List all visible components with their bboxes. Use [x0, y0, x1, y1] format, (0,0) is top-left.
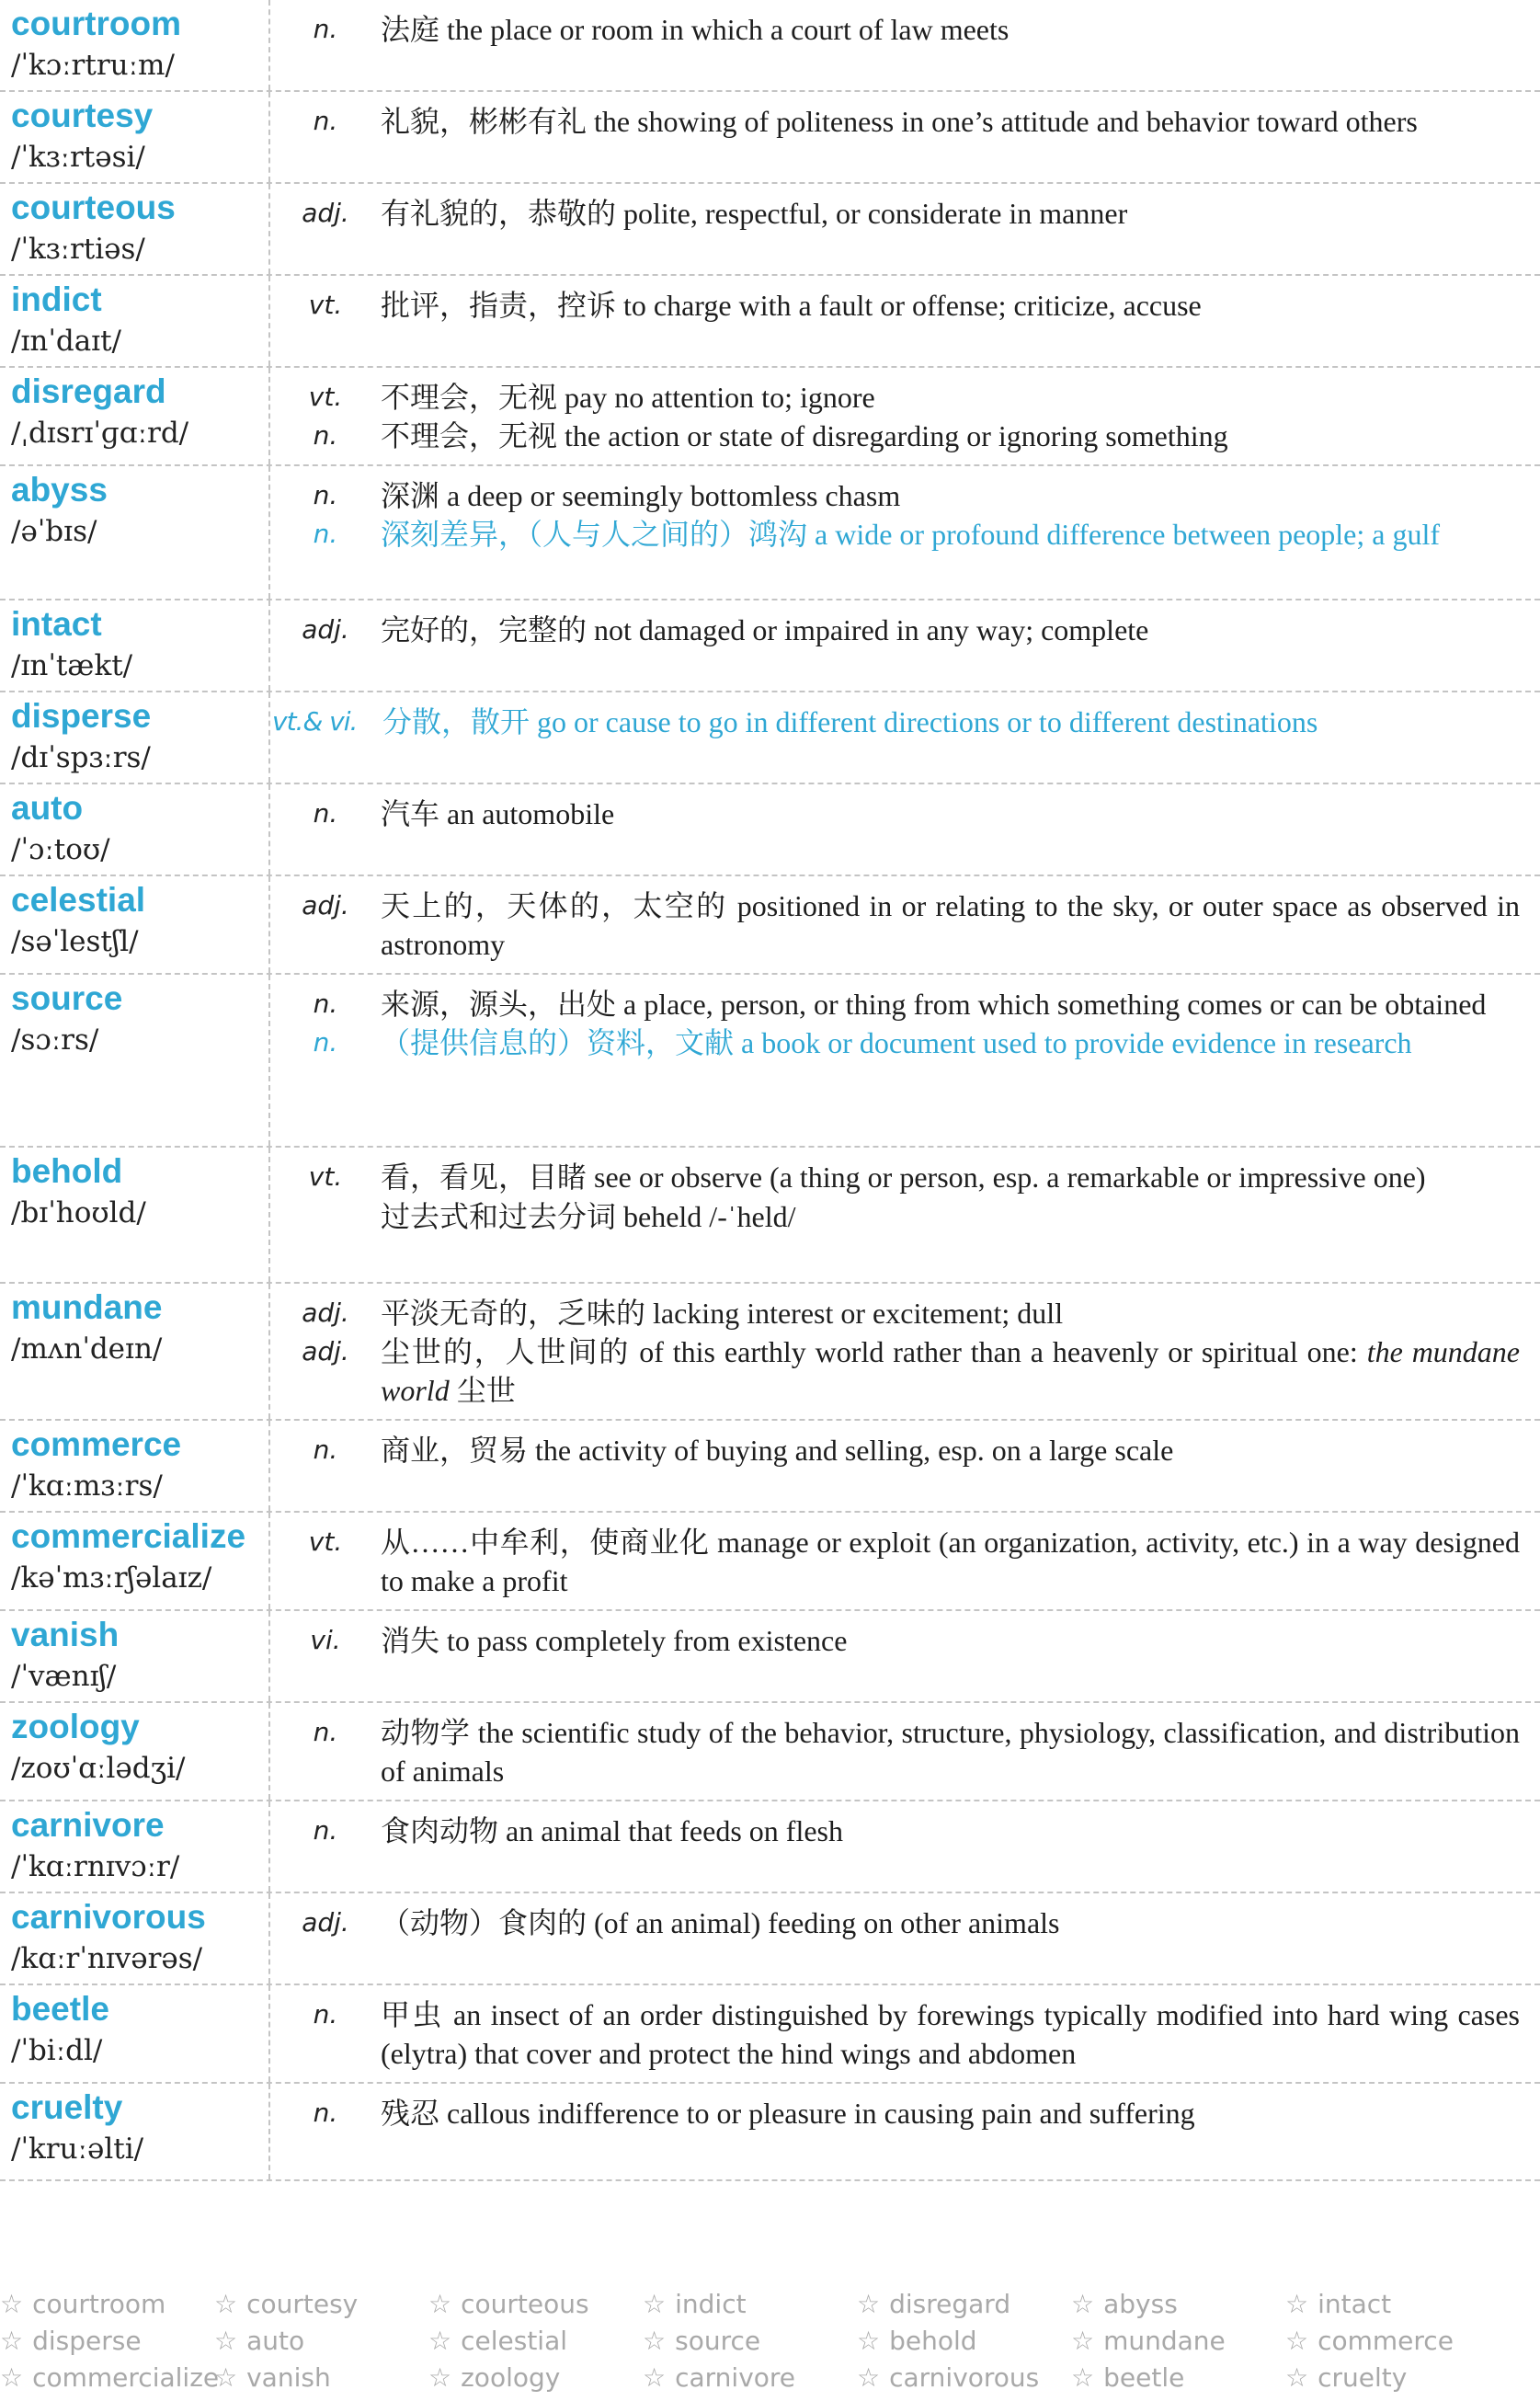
phonetic: /kəˈmɜːrʃəlaɪz/: [11, 1561, 212, 1595]
star-icon: ☆: [214, 2362, 238, 2393]
sense: [270, 1332, 1520, 1410]
review-word: carnivorous: [889, 2362, 1040, 2393]
headword-link[interactable]: carnivorous: [11, 1897, 206, 1936]
vocab-entry: [0, 368, 1540, 466]
phonetic: /mʌnˈdeɪn/: [11, 1332, 163, 1366]
headword-cell: [0, 600, 270, 691]
review-item[interactable]: [1285, 2287, 1500, 2322]
review-item[interactable]: [1071, 2324, 1285, 2359]
review-word: commerce: [1318, 2326, 1454, 2356]
part-of-speech: n.: [313, 518, 338, 549]
definition-cell: [270, 1611, 1540, 1701]
phonetic: /ɪnˈtækt/: [11, 649, 133, 683]
headword-cell: [0, 784, 270, 875]
vocab-entry: [0, 600, 1540, 692]
star-icon: ☆: [0, 2289, 24, 2319]
review-word: cruelty: [1318, 2362, 1408, 2393]
definition-cell: [270, 1513, 1540, 1609]
phonetic: /kɑːrˈnɪvərəs/: [11, 1941, 203, 1975]
headword-cell: [0, 184, 270, 274]
phonetic: /səˈlestʃl/: [11, 924, 139, 958]
definition: [381, 476, 1520, 515]
sense: [270, 886, 1520, 964]
review-item[interactable]: [0, 2361, 220, 2395]
sense: [270, 378, 1520, 417]
part-of-speech: n.: [313, 1026, 338, 1058]
headword-link[interactable]: beetle: [11, 1989, 109, 2028]
headword-cell: [0, 1148, 270, 1282]
definition-text: 残忍 callous indifference to or pleasure in causing pain and suffering: [381, 2096, 1195, 2130]
definition: [381, 1621, 1520, 1660]
definition-text: 分散，散开 go or cause to go in different directions or to different destinations: [382, 704, 1318, 738]
headword-link[interactable]: courtroom: [11, 5, 181, 42]
review-item[interactable]: [1285, 2361, 1500, 2395]
definition-cell: [270, 975, 1540, 1146]
part-of-speech: n.: [313, 988, 338, 1019]
definition-text: 深刻差异，（人与人之间的）鸿沟 a wide or profound difference between people; a gulf: [381, 517, 1441, 551]
headword-link[interactable]: cruelty: [11, 2087, 123, 2126]
part-of-speech: n.: [313, 479, 338, 510]
headword-cell: [0, 1703, 270, 1800]
headword-link[interactable]: mundane: [11, 1288, 163, 1327]
vocab-entry: [0, 1513, 1540, 1611]
star-icon: ☆: [1071, 2362, 1095, 2393]
sense: [270, 1294, 1520, 1332]
definition-cell: [270, 1148, 1540, 1282]
sense: [270, 1158, 1520, 1196]
definition: [381, 1995, 1520, 2073]
star-icon: ☆: [0, 2362, 24, 2393]
vocab-entry: [0, 1148, 1540, 1284]
definition-cell: [270, 1284, 1540, 1419]
headword-link[interactable]: courtesy: [11, 96, 154, 134]
review-word: source: [675, 2326, 761, 2356]
review-word: courtesy: [246, 2289, 359, 2319]
definition: [381, 1294, 1520, 1332]
part-of-speech: adj.: [302, 197, 349, 228]
vocab-entry: [0, 0, 1540, 92]
review-word: courteous: [461, 2289, 589, 2319]
star-icon: ☆: [1285, 2289, 1309, 2319]
review-word: courtroom: [32, 2289, 166, 2319]
part-of-speech: n.: [313, 797, 338, 829]
sense: [270, 1995, 1520, 2073]
definition: [381, 1812, 1520, 1850]
review-item[interactable]: [643, 2287, 857, 2322]
headword-cell: [0, 2084, 270, 2180]
phonetic: /ˈbiːdl/: [11, 2033, 103, 2067]
definition-text: 有礼貌的，恭敬的 polite, respectful, or considerate in manner: [381, 196, 1128, 230]
vocab-entry: [0, 2084, 1540, 2182]
headword-link[interactable]: celestial: [11, 880, 146, 919]
sense: [270, 10, 1520, 49]
definition-cell: [270, 276, 1540, 366]
headword-cell: [0, 1421, 270, 1511]
vocab-entry: [0, 1893, 1540, 1985]
definition: [381, 417, 1520, 455]
vocab-entry: [0, 1985, 1540, 2084]
phonetic: /ɪnˈdaɪt/: [11, 324, 121, 358]
sense: [270, 2094, 1520, 2132]
part-of-speech: n.: [313, 105, 338, 136]
part-of-speech: n.: [313, 1435, 338, 1466]
sense: [270, 1431, 1520, 1469]
headword-cell: [0, 876, 270, 973]
definition-cell: [270, 0, 1540, 90]
headword-link[interactable]: zoology: [11, 1707, 140, 1745]
vocab-entry: [0, 92, 1540, 184]
part-of-speech: vt.: [308, 1526, 343, 1557]
sense: [270, 194, 1520, 233]
definition-text: 尘世的，人世间的 of this earthly world rather than a heavenly or spiritual one:: [381, 1335, 1358, 1369]
review-word: auto: [246, 2326, 305, 2356]
definition: [381, 10, 1520, 49]
star-icon: ☆: [214, 2326, 238, 2356]
part-of-speech: vi.: [310, 1624, 341, 1655]
phonetic: /ˈkɔːrtruːm/: [11, 49, 175, 82]
review-item[interactable]: [214, 2361, 428, 2395]
definition-text: 法庭 the place or room in which a court of law meets: [381, 13, 1010, 46]
part-of-speech: n.: [313, 14, 338, 44]
sense: [270, 102, 1520, 141]
review-word: disregard: [889, 2289, 1011, 2319]
review-word: disperse: [32, 2326, 142, 2356]
sense: [270, 1523, 1520, 1600]
definition-cell: [270, 1801, 1540, 1892]
part-of-speech: n.: [313, 1716, 338, 1747]
review-item[interactable]: [1071, 2287, 1285, 2322]
headword-link[interactable]: disperse: [11, 696, 152, 735]
definition: [381, 1904, 1520, 1942]
sense: [270, 417, 1520, 455]
phonetic: /bɪˈhoʊld/: [11, 1195, 146, 1229]
headword-link[interactable]: abyss: [11, 470, 108, 509]
star-icon: ☆: [1285, 2362, 1309, 2393]
review-word: vanish: [246, 2362, 331, 2393]
headword-cell: [0, 1985, 270, 2082]
part-of-speech: vt.: [308, 381, 343, 412]
part-of-speech: vt.: [308, 289, 343, 320]
definition: [381, 515, 1520, 554]
definition-cell: [270, 1703, 1540, 1800]
review-item[interactable]: [214, 2324, 428, 2359]
definition-cell: [270, 1985, 1540, 2082]
definition-text: 天上的，天体的，太空的 positioned in or relating to the sky, or outer space as observed in astronomy: [381, 888, 1520, 961]
review-item[interactable]: [643, 2361, 857, 2395]
definition-text: 来源，源头，出处 a place, person, or thing from which something comes or can be obtained: [381, 987, 1487, 1021]
headword-link[interactable]: commercialize: [11, 1516, 246, 1555]
headword-link[interactable]: disregard: [11, 372, 166, 410]
phonetic: /sɔːrs/: [11, 1023, 99, 1057]
headword-link[interactable]: indict: [11, 280, 102, 318]
definition-text: 深渊 a deep or seemingly bottomless chasm: [381, 478, 901, 512]
definition-text: （动物）食肉的 (of an animal) feeding on other animals: [381, 1905, 1060, 1939]
star-icon: ☆: [1071, 2289, 1095, 2319]
sense: [270, 1904, 1520, 1942]
sense: [270, 1812, 1520, 1850]
headword-cell: [0, 1801, 270, 1892]
review-word: commercialize: [32, 2362, 220, 2393]
definition: [381, 611, 1520, 649]
phonetic: /ˈkɜːrtəsi/: [11, 140, 145, 174]
vocab-entry: [0, 276, 1540, 368]
vocab-entry: [0, 1611, 1540, 1703]
headword-link[interactable]: carnivore: [11, 1805, 165, 1844]
vocab-entry: [0, 975, 1540, 1148]
vocab-entry: [0, 1801, 1540, 1893]
review-item[interactable]: [0, 2287, 214, 2322]
definition-cell: [270, 876, 1540, 973]
example-gloss: 尘世: [456, 1374, 516, 1408]
highlighted-sense: [270, 1023, 1520, 1062]
definition-cell: [270, 1421, 1540, 1511]
review-word: intact: [1318, 2289, 1392, 2319]
star-icon: ☆: [428, 2326, 452, 2356]
star-icon: ☆: [428, 2289, 452, 2319]
definition-text: 消失 to pass completely from existence: [381, 1623, 848, 1657]
vocab-entry: [0, 466, 1540, 601]
headword-cell: [0, 1893, 270, 1984]
headword-link[interactable]: vanish: [11, 1615, 120, 1653]
headword-cell: [0, 466, 270, 600]
part-of-speech: n.: [313, 1998, 338, 2029]
definition: [381, 1523, 1520, 1600]
star-icon: ☆: [1285, 2326, 1309, 2356]
vocab-entry: [0, 876, 1540, 975]
definition-text: 甲虫 an insect of an order distinguished by forewings typically modified into hard wing cases (elytra) that cover and protect the hind wings and abdomen: [381, 1997, 1520, 2070]
star-icon: ☆: [1071, 2326, 1095, 2356]
headword-cell: [0, 1513, 270, 1609]
star-icon: ☆: [857, 2326, 881, 2356]
headword-cell: [0, 1611, 270, 1701]
review-word: behold: [889, 2326, 977, 2356]
phonetic: /dɪˈspɜːrs/: [11, 740, 151, 774]
definition-text: 不理会，无视 the action or state of disregarding or ignoring something: [381, 418, 1228, 452]
headword-cell: [0, 692, 270, 783]
phonetic: /ˌdɪsrɪˈɡɑːrd/: [11, 416, 189, 450]
part-of-speech: vt.& vi.: [272, 705, 358, 737]
definition-cell: [270, 1893, 1540, 1984]
headword-link[interactable]: commerce: [11, 1425, 182, 1464]
review-item[interactable]: [1285, 2324, 1500, 2359]
definition-cell: [270, 692, 1540, 783]
definition-text: 完好的，完整的 not damaged or impaired in any way; complete: [381, 613, 1149, 647]
review-item[interactable]: [428, 2287, 643, 2322]
highlighted-sense: [270, 515, 1520, 554]
part-of-speech: adj.: [302, 614, 349, 646]
phonetic: /ˈkruːəlti/: [11, 2132, 144, 2166]
definition-text: 汽车 an automobile: [381, 796, 615, 830]
definition-cell: [270, 92, 1540, 182]
definition-text: 平淡无奇的，乏味的 lacking interest or excitement; dull: [381, 1297, 1064, 1331]
part-of-speech: n.: [313, 419, 338, 451]
review-item[interactable]: [857, 2361, 1071, 2395]
headword-link[interactable]: auto: [11, 788, 84, 827]
definition-text: 不理会，无视 pay no attention to; ignore: [381, 380, 875, 414]
review-item[interactable]: [643, 2324, 857, 2359]
headword-cell: [0, 0, 270, 90]
sense: [270, 985, 1520, 1023]
headword-cell: [0, 1284, 270, 1419]
review-item[interactable]: [1071, 2361, 1285, 2395]
definition: [381, 2094, 1520, 2132]
phonetic: /əˈbɪs/: [11, 514, 97, 548]
headword-cell: [0, 276, 270, 366]
definition-text: 看，看见，目睹 see or observe (a thing or person, esp. a remarkable or impressive one): [381, 1160, 1426, 1194]
star-icon: ☆: [857, 2289, 881, 2319]
definition-text: 动物学 the scientific study of the behavior, structure, physiology, classification, and distribution of animals: [381, 1715, 1520, 1788]
vocab-entry: [0, 1703, 1540, 1801]
definition-cell: [270, 368, 1540, 464]
phonetic: /zoʊˈɑːlədʒi/: [11, 1751, 186, 1785]
vocab-entry: [0, 1421, 1540, 1513]
review-word: mundane: [1103, 2326, 1226, 2356]
phonetic: /ˈvænɪʃ/: [11, 1659, 117, 1693]
part-of-speech: adj.: [302, 889, 349, 920]
star-icon: ☆: [643, 2362, 667, 2393]
vocab-entry: [0, 784, 1540, 876]
definition: [381, 795, 1520, 833]
definition-cell: [270, 600, 1540, 691]
headword-cell: [0, 975, 270, 1146]
part-of-speech: n.: [313, 1814, 338, 1846]
definition-cell: [270, 466, 1540, 600]
headword-link[interactable]: source: [11, 978, 123, 1017]
review-item[interactable]: [428, 2361, 643, 2395]
review-word-list: [0, 2287, 1540, 2395]
definition-cell: [270, 184, 1540, 274]
sense: [270, 795, 1520, 833]
definition: [381, 1332, 1520, 1410]
star-icon: ☆: [857, 2362, 881, 2393]
review-word: celestial: [461, 2326, 568, 2356]
phonetic: /ˈkɑːmɜːrs/: [11, 1469, 163, 1503]
highlighted-sense: [270, 703, 1520, 741]
phonetic: /ˈkɜːrtiəs/: [11, 232, 145, 266]
headword-cell: [0, 368, 270, 464]
headword-cell: [0, 92, 270, 182]
vocab-entry: [0, 184, 1540, 276]
definition-text: 礼貌，彬彬有礼 the showing of politeness in one’s attitude and behavior toward others: [381, 104, 1418, 138]
star-icon: ☆: [643, 2289, 667, 2319]
example-phrase: the mundane world: [381, 1335, 1521, 1408]
definition: [381, 985, 1520, 1023]
definition-text: 商业，贸易 the activity of buying and selling, esp. on a large scale: [381, 1434, 1174, 1468]
definition: [381, 1158, 1520, 1196]
sense: [270, 476, 1520, 515]
headword-link[interactable]: intact: [11, 605, 102, 644]
sense: [270, 611, 1520, 649]
star-icon: ☆: [0, 2326, 24, 2356]
part-of-speech: adj.: [302, 1336, 349, 1367]
definition: [381, 1431, 1520, 1469]
phonetic: /ˈɔːtoʊ/: [11, 832, 110, 866]
review-word: beetle: [1103, 2362, 1185, 2393]
definition: [382, 703, 1520, 741]
inflection-note: 过去式和过去分词 beheld /-ˈheld/: [381, 1199, 796, 1233]
sense: [270, 286, 1520, 325]
definition: [381, 102, 1520, 141]
review-word: abyss: [1103, 2289, 1178, 2319]
star-icon: ☆: [214, 2289, 238, 2319]
phonetic: /ˈkɑːrnɪvɔːr/: [11, 1849, 180, 1883]
review-word: indict: [675, 2289, 747, 2319]
vocab-entry: [0, 1284, 1540, 1421]
review-word: carnivore: [675, 2362, 796, 2393]
review-item[interactable]: [857, 2324, 1071, 2359]
review-item[interactable]: [214, 2287, 428, 2322]
review-word: zoology: [461, 2362, 561, 2393]
definition: [381, 378, 1520, 417]
part-of-speech: adj.: [302, 1298, 349, 1329]
headword-link[interactable]: behold: [11, 1151, 123, 1190]
definition: [381, 194, 1520, 233]
sense: [270, 1621, 1520, 1660]
part-of-speech: vt.: [308, 1160, 343, 1192]
definition-text: 批评，指责，控诉 to charge with a fault or offense; criticize, accuse: [381, 288, 1202, 322]
definition: [381, 1023, 1520, 1062]
review-item[interactable]: [0, 2324, 214, 2359]
vocab-entry: [0, 692, 1540, 784]
definition-text: 食肉动物 an animal that feeds on flesh: [381, 1813, 843, 1847]
sense: [270, 1713, 1520, 1790]
definition-text: 从……中牟利，使商业化 manage or exploit (an organization, activity, etc.) in a way designed to make a profit: [381, 1525, 1520, 1597]
definition-text: （提供信息的）资料，文献 a book or document used to provide evidence in research: [381, 1025, 1412, 1059]
part-of-speech: n.: [313, 2097, 338, 2128]
definition-cell: [270, 784, 1540, 875]
star-icon: ☆: [428, 2362, 452, 2393]
definition: [381, 1713, 1520, 1790]
definition-cell: [270, 2084, 1540, 2180]
part-of-speech: adj.: [302, 1906, 349, 1938]
star-icon: ☆: [643, 2326, 667, 2356]
definition: [381, 886, 1520, 964]
review-item[interactable]: [857, 2287, 1071, 2322]
headword-link[interactable]: courteous: [11, 188, 176, 226]
definition: [381, 286, 1520, 325]
review-item[interactable]: [428, 2324, 643, 2359]
